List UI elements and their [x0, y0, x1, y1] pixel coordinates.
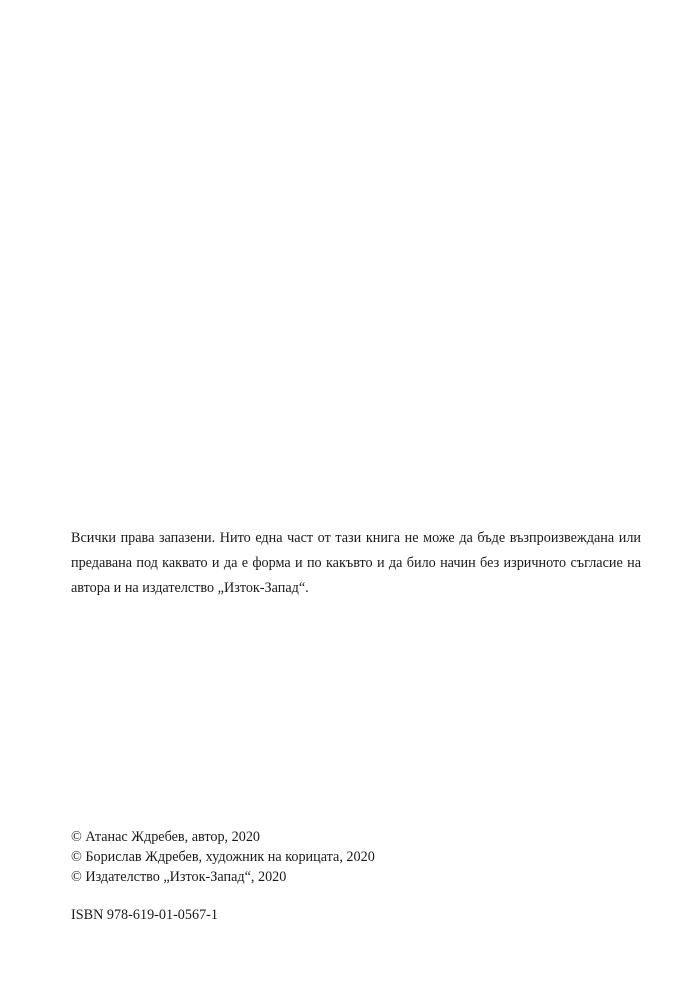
copyright-author: © Атанас Ждребев, автор, 2020 [71, 829, 261, 845]
copyright-publisher: © Издателство „Изток-Запад“, 2020 [71, 869, 287, 885]
rights-notice: Всички права запазени. Нито една част от тази книга не може да бъде възпроизвеждана или предавана под каквато и да е форма и по какъвто и да било начин без изричното съгласие на автора и на издателство „Изток-Запад“. [71, 530, 641, 596]
copyright-list [71, 827, 631, 887]
copyright-cover-artist: © Борислав Ждребев, художник на корицата, 2020 [71, 849, 375, 865]
isbn: ISBN 978-619-01-0567-1 [71, 907, 218, 923]
